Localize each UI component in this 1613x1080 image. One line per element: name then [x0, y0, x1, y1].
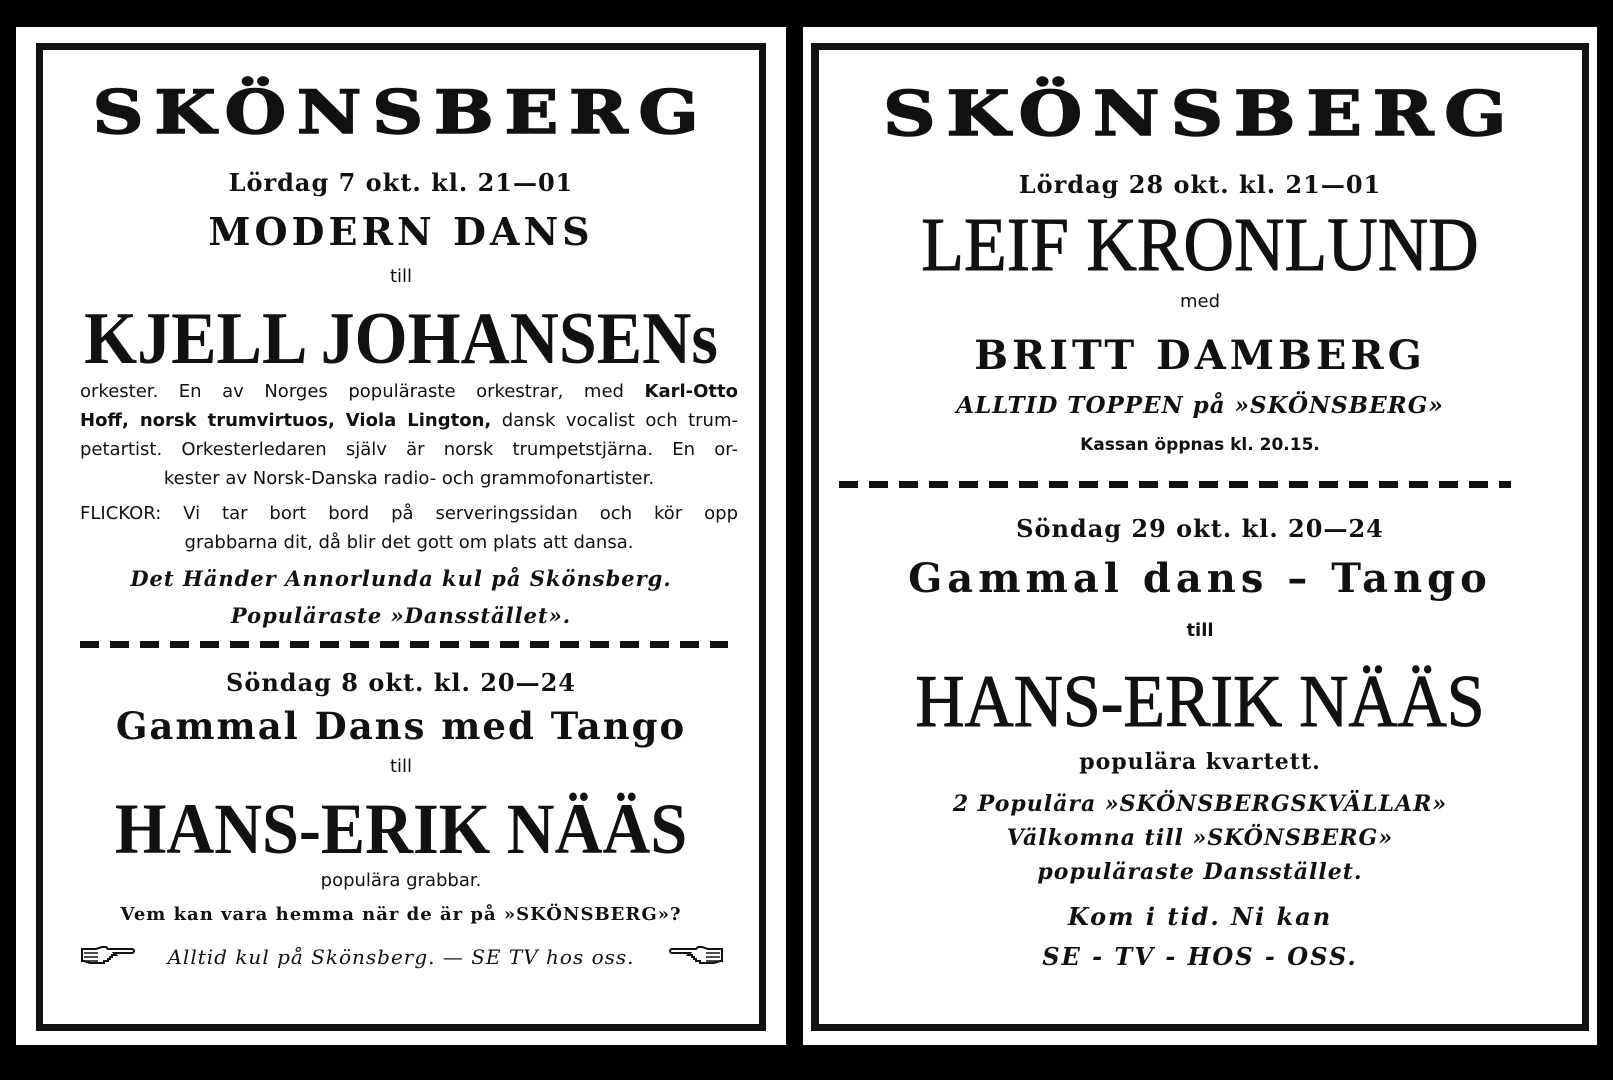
footer-left: Alltid kul på Skönsberg. — SE TV hos oss.	[167, 945, 635, 969]
date-sunday-right: Söndag 29 okt. kl. 20—24	[1016, 514, 1384, 543]
promo-line-2: Välkomna till »SKÖNSBERG»	[1006, 825, 1394, 851]
body-line-4: kester av Norsk-Danska radio- och grammofonartister.	[163, 468, 655, 489]
headline-modern-dans: MODERN DANS	[208, 209, 594, 254]
singer-britt-damberg: BRITT DAMBERG	[974, 332, 1426, 379]
headline-gammal-dans-right: Gammal dans – Tango	[908, 555, 1492, 602]
body-line-2: Hoff, norsk trumvirtuos, Viola Lington, dansk vocalist och trum-	[80, 410, 738, 431]
date-saturday-left: Lördag 7 okt. kl. 21—01	[228, 168, 574, 197]
band-description	[80, 377, 738, 493]
pointing-hand-left-icon	[666, 943, 724, 969]
dashed-divider-left	[80, 641, 728, 648]
promo-line-1: 2 Populära »SKÖNSBERGSKVÄLLAR»	[952, 791, 1448, 817]
promo-line-4: Kom i tid. Ni kan	[1067, 902, 1333, 931]
masthead-right: SKÖNSBERG	[882, 77, 1518, 150]
date-saturday-right: Lördag 28 okt. kl. 21—01	[1018, 170, 1382, 199]
slogan-alltid-toppen: ALLTID TOPPEN på »SKÖNSBERG»	[956, 392, 1444, 419]
dashed-divider-right	[839, 481, 1511, 488]
headline-gammal-dans-left: Gammal Dans med Tango	[115, 704, 687, 748]
slogan-left-1: Det Händer Annorlunda kul på Skönsberg.	[130, 566, 672, 591]
band-leif-kronlund: LEIF KRONLUND	[921, 203, 1479, 287]
till-label-right: till	[1186, 620, 1214, 641]
band-subtitle-left: populära grabbar.	[320, 870, 482, 891]
band-kjell-johansen: KJELL JOHANSENs	[84, 298, 718, 380]
band-subtitle-right: populära kvartett.	[1079, 749, 1321, 775]
promo-line-5: SE - TV - HOS - OSS.	[1042, 942, 1358, 971]
body-line-3: petartist. Orkesterledaren själv är norsk trumpetstjärna. En or-	[80, 439, 738, 460]
med-label: med	[1179, 291, 1221, 312]
question-line: Vem kan vara hemma när de är på »SKÖNSBERG»?	[120, 904, 682, 925]
date-sunday-left: Söndag 8 okt. kl. 20—24	[226, 668, 576, 697]
promo-line-3: populäraste Dansstället.	[1037, 859, 1363, 885]
band-hans-erik-naas-left: HANS-ERIK NÄÄS	[114, 789, 688, 869]
flickor-line-2: grabbarna dit, då blir det gott om plats att dansa.	[184, 532, 634, 553]
advertisement-right	[803, 27, 1597, 1045]
advertisement-left	[16, 27, 786, 1045]
band-hans-erik-naas-right: HANS-ERIK NÄÄS	[915, 661, 1485, 743]
flickor-notice	[80, 499, 738, 557]
slogan-left-2: Populäraste »Dansstället».	[230, 603, 572, 628]
body-line-1: orkester. En av Norges populäraste orkestrar, med Karl-Otto	[80, 381, 738, 402]
till-label-2: till	[389, 756, 413, 777]
flickor-line-1: FLICKOR: Vi tar bort bord på serveringssidan och kör opp	[80, 503, 738, 524]
kassan-notice: Kassan öppnas kl. 20.15.	[1080, 435, 1320, 455]
till-label-1: till	[389, 266, 413, 287]
masthead-left: SKÖNSBERG	[92, 78, 710, 148]
